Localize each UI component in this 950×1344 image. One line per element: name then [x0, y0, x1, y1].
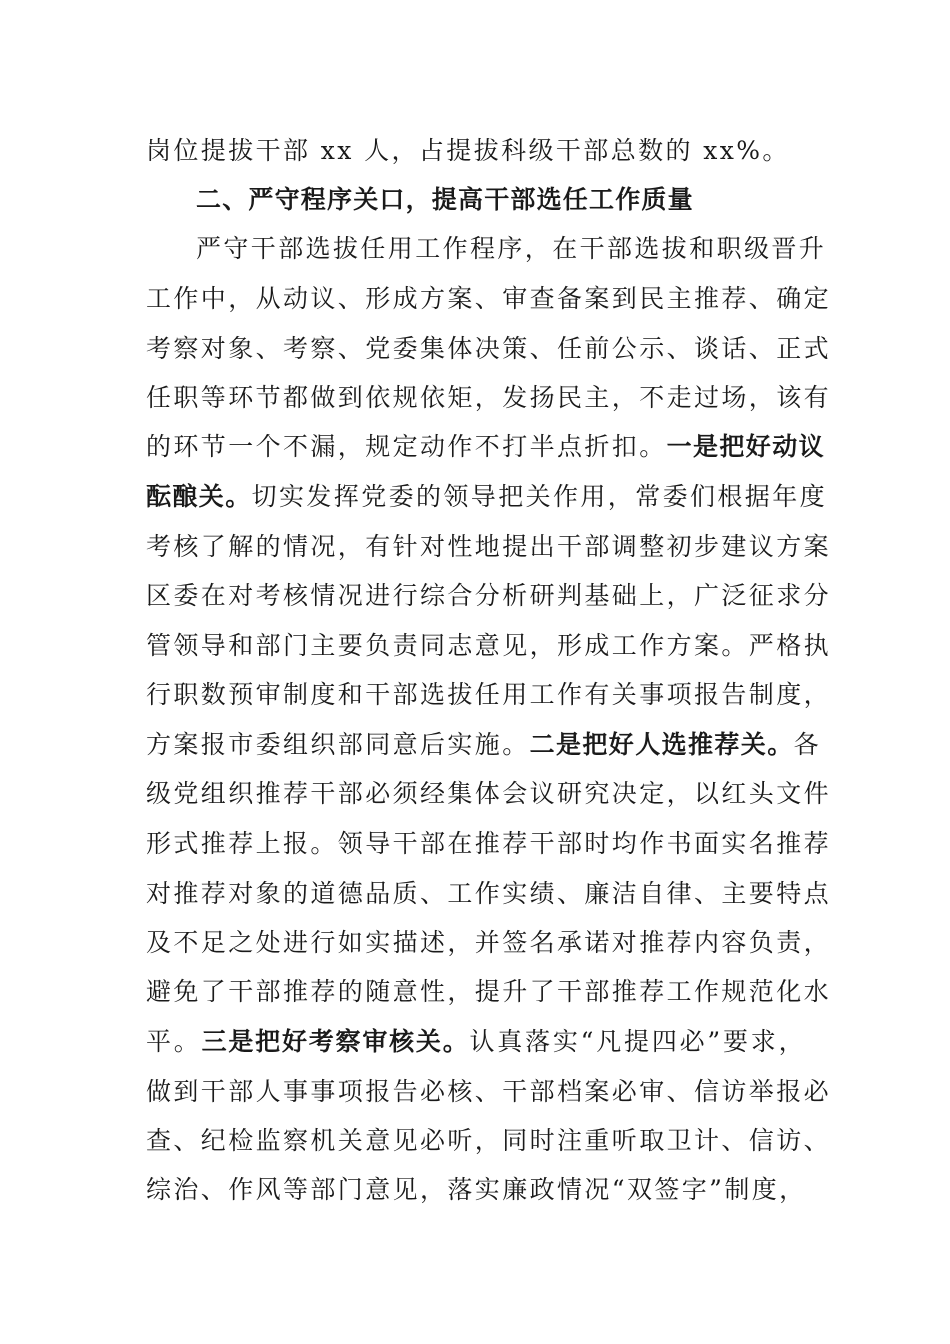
text-line: 任职等环节都做到依规依矩，发扬民主，不走过场，该有: [146, 383, 832, 412]
text-line: 管领导和部门主要负责同志意见，形成工作方案。严格执: [146, 631, 832, 660]
text-line: 考察对象、考察、党委集体决策、任前公示、谈话、正式: [146, 334, 832, 363]
text-line: 酝酿关。切实发挥党委的领导把关作用，常委们根据年度: [146, 482, 828, 511]
bold-phrase: 一是把好动议: [666, 432, 826, 461]
text-line: 的环节一个不漏，规定动作不打半点折扣。一是把好动议: [146, 432, 826, 461]
text-line: 做到干部人事事项报告必核、干部档案必审、信访举报必: [146, 1077, 832, 1106]
text-line: 严守干部选拔任用工作程序，在干部选拔和职级晋升: [196, 234, 827, 263]
text-line: 行职数预审制度和干部选拔任用工作有关事项报告制度，: [146, 680, 832, 709]
text-line: 考核了解的情况，有针对性地提出干部调整初步建议方案: [146, 532, 832, 561]
text-line: 对推荐对象的道德品质、工作实绩、廉洁自律、主要特点: [146, 879, 832, 908]
text-line: 工作中，从动议、形成方案、审查备案到民主推荐、确定: [146, 284, 832, 313]
text-line: 综治、作风等部门意见，落实廉政情况“双签字”制度，: [146, 1175, 807, 1204]
bold-phrase: 三是把好考察审核关。: [201, 1027, 470, 1056]
text-line: 形式推荐上报。领导干部在推荐干部时均作书面实名推荐: [146, 829, 832, 858]
bold-phrase: 酝酿关。: [146, 482, 252, 511]
text-line: 避免了干部推荐的随意性，提升了干部推荐工作规范化水: [146, 977, 832, 1006]
text-line: 平。三是把好考察审核关。认真落实“凡提四必”要求，: [146, 1027, 806, 1056]
section-heading: 二、严守程序关口，提高干部选任工作质量: [196, 185, 694, 214]
text-line: 及不足之处进行如实描述，并签名承诺对推荐内容负责，: [146, 928, 832, 957]
text-line: 方案报市委组织部同意后实施。二是把好人选推荐关。各: [146, 730, 822, 759]
text-line: 级党组织推荐干部必须经集体会议研究决定，以红头文件: [146, 779, 832, 808]
bold-phrase: 二是把好人选推荐关。: [529, 730, 794, 759]
text-line: 区委在对考核情况进行综合分析研判基础上，广泛征求分: [146, 581, 832, 610]
text-line: 查、纪检监察机关意见必听，同时注重听取卫计、信访、: [146, 1126, 832, 1155]
text-line: 岗位提拔干部 xx 人，占提拔科级干部总数的 xx%。: [146, 136, 790, 165]
